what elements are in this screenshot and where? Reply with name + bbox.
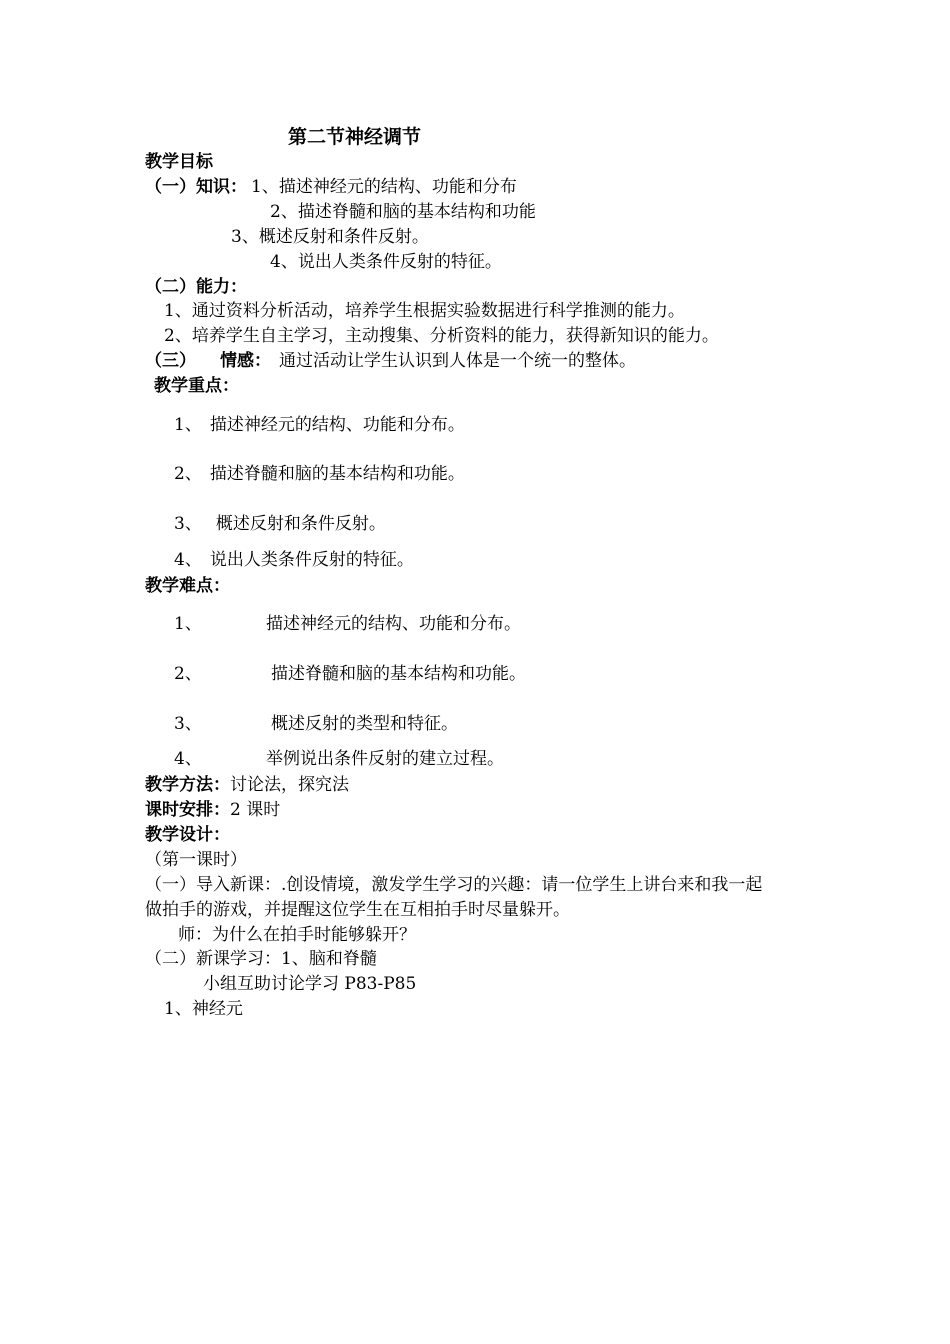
key-points-heading: 教学重点： bbox=[154, 376, 239, 396]
knowledge-label: （一）知识： bbox=[145, 177, 247, 197]
difficult-points-heading: 教学难点： bbox=[145, 576, 230, 596]
knowledge-item-1: 1、描述神经元的结构、功能和分布 bbox=[251, 177, 517, 197]
key-point-item: 4、 说出人类条件反射的特征。 bbox=[174, 550, 414, 570]
schedule-label: 课时安排： bbox=[145, 800, 230, 820]
method-line bbox=[145, 774, 349, 796]
intro-line-2: 做拍手的游戏，并提醒这位学生在互相拍手时尽量躲开。 bbox=[145, 900, 570, 920]
difficult-point-text: 描述神经元的结构、功能和分布。 bbox=[266, 614, 521, 634]
difficult-point-num: 1、 bbox=[174, 614, 202, 634]
schedule-value: 2 课时 bbox=[230, 800, 281, 820]
emotion-text: 通过活动让学生认识到人体是一个统一的整体。 bbox=[279, 351, 636, 371]
difficult-point-num: 2、 bbox=[174, 664, 202, 684]
knowledge-item-2: 2、描述脊髓和脑的基本结构和功能 bbox=[270, 202, 536, 222]
key-point-item: 2、 描述脊髓和脑的基本结构和功能。 bbox=[174, 464, 465, 484]
knowledge-item-4: 4、说出人类条件反射的特征。 bbox=[270, 252, 502, 272]
design-heading: 教学设计： bbox=[145, 825, 230, 845]
ability-item-2: 2、培养学生自主学习，主动搜集、分析资料的能力，获得新知识的能力。 bbox=[164, 326, 719, 346]
key-point-item: 1、 描述神经元的结构、功能和分布。 bbox=[174, 415, 465, 435]
difficult-point-text: 描述脊髓和脑的基本结构和功能。 bbox=[271, 664, 526, 684]
schedule-line bbox=[145, 799, 280, 821]
emotion-label-num: （三） bbox=[145, 351, 196, 371]
knowledge-item-3: 3、概述反射和条件反射。 bbox=[231, 227, 429, 247]
difficult-point-text: 举例说出条件反射的建立过程。 bbox=[266, 749, 504, 769]
emotion-label-word: 情感： bbox=[220, 351, 271, 371]
method-label: 教学方法： bbox=[145, 775, 230, 795]
teacher-question: 师：为什么在拍手时能够躲开？ bbox=[178, 925, 416, 945]
difficult-point-text: 概述反射的类型和特征。 bbox=[271, 714, 458, 734]
neuron-line: 1、神经元 bbox=[164, 999, 243, 1019]
difficult-point-num: 4、 bbox=[174, 749, 202, 769]
lesson-label: （第一课时） bbox=[145, 850, 247, 870]
new-lesson-line: （二）新课学习：1、脑和脊髓 bbox=[145, 949, 377, 969]
knowledge-line-1 bbox=[145, 176, 517, 198]
key-point-item: 3、 概述反射和条件反射。 bbox=[174, 514, 386, 534]
ability-item-1: 1、通过资料分析活动，培养学生根据实验数据进行科学推测的能力。 bbox=[164, 301, 685, 321]
objectives-heading: 教学目标 bbox=[145, 152, 213, 172]
page-title: 第二节神经调节 bbox=[288, 126, 422, 148]
emotion-line bbox=[145, 350, 636, 372]
difficult-point-num: 3、 bbox=[174, 714, 202, 734]
intro-line-1: （一）导入新课：.创设情境，激发学生学习的兴趣：请一位学生上讲台来和我一起 bbox=[145, 875, 763, 895]
method-value: 讨论法，探究法 bbox=[230, 775, 349, 795]
ability-label: （二）能力： bbox=[145, 277, 247, 297]
group-study-line: 小组互助讨论学习 P83-P85 bbox=[203, 974, 417, 994]
